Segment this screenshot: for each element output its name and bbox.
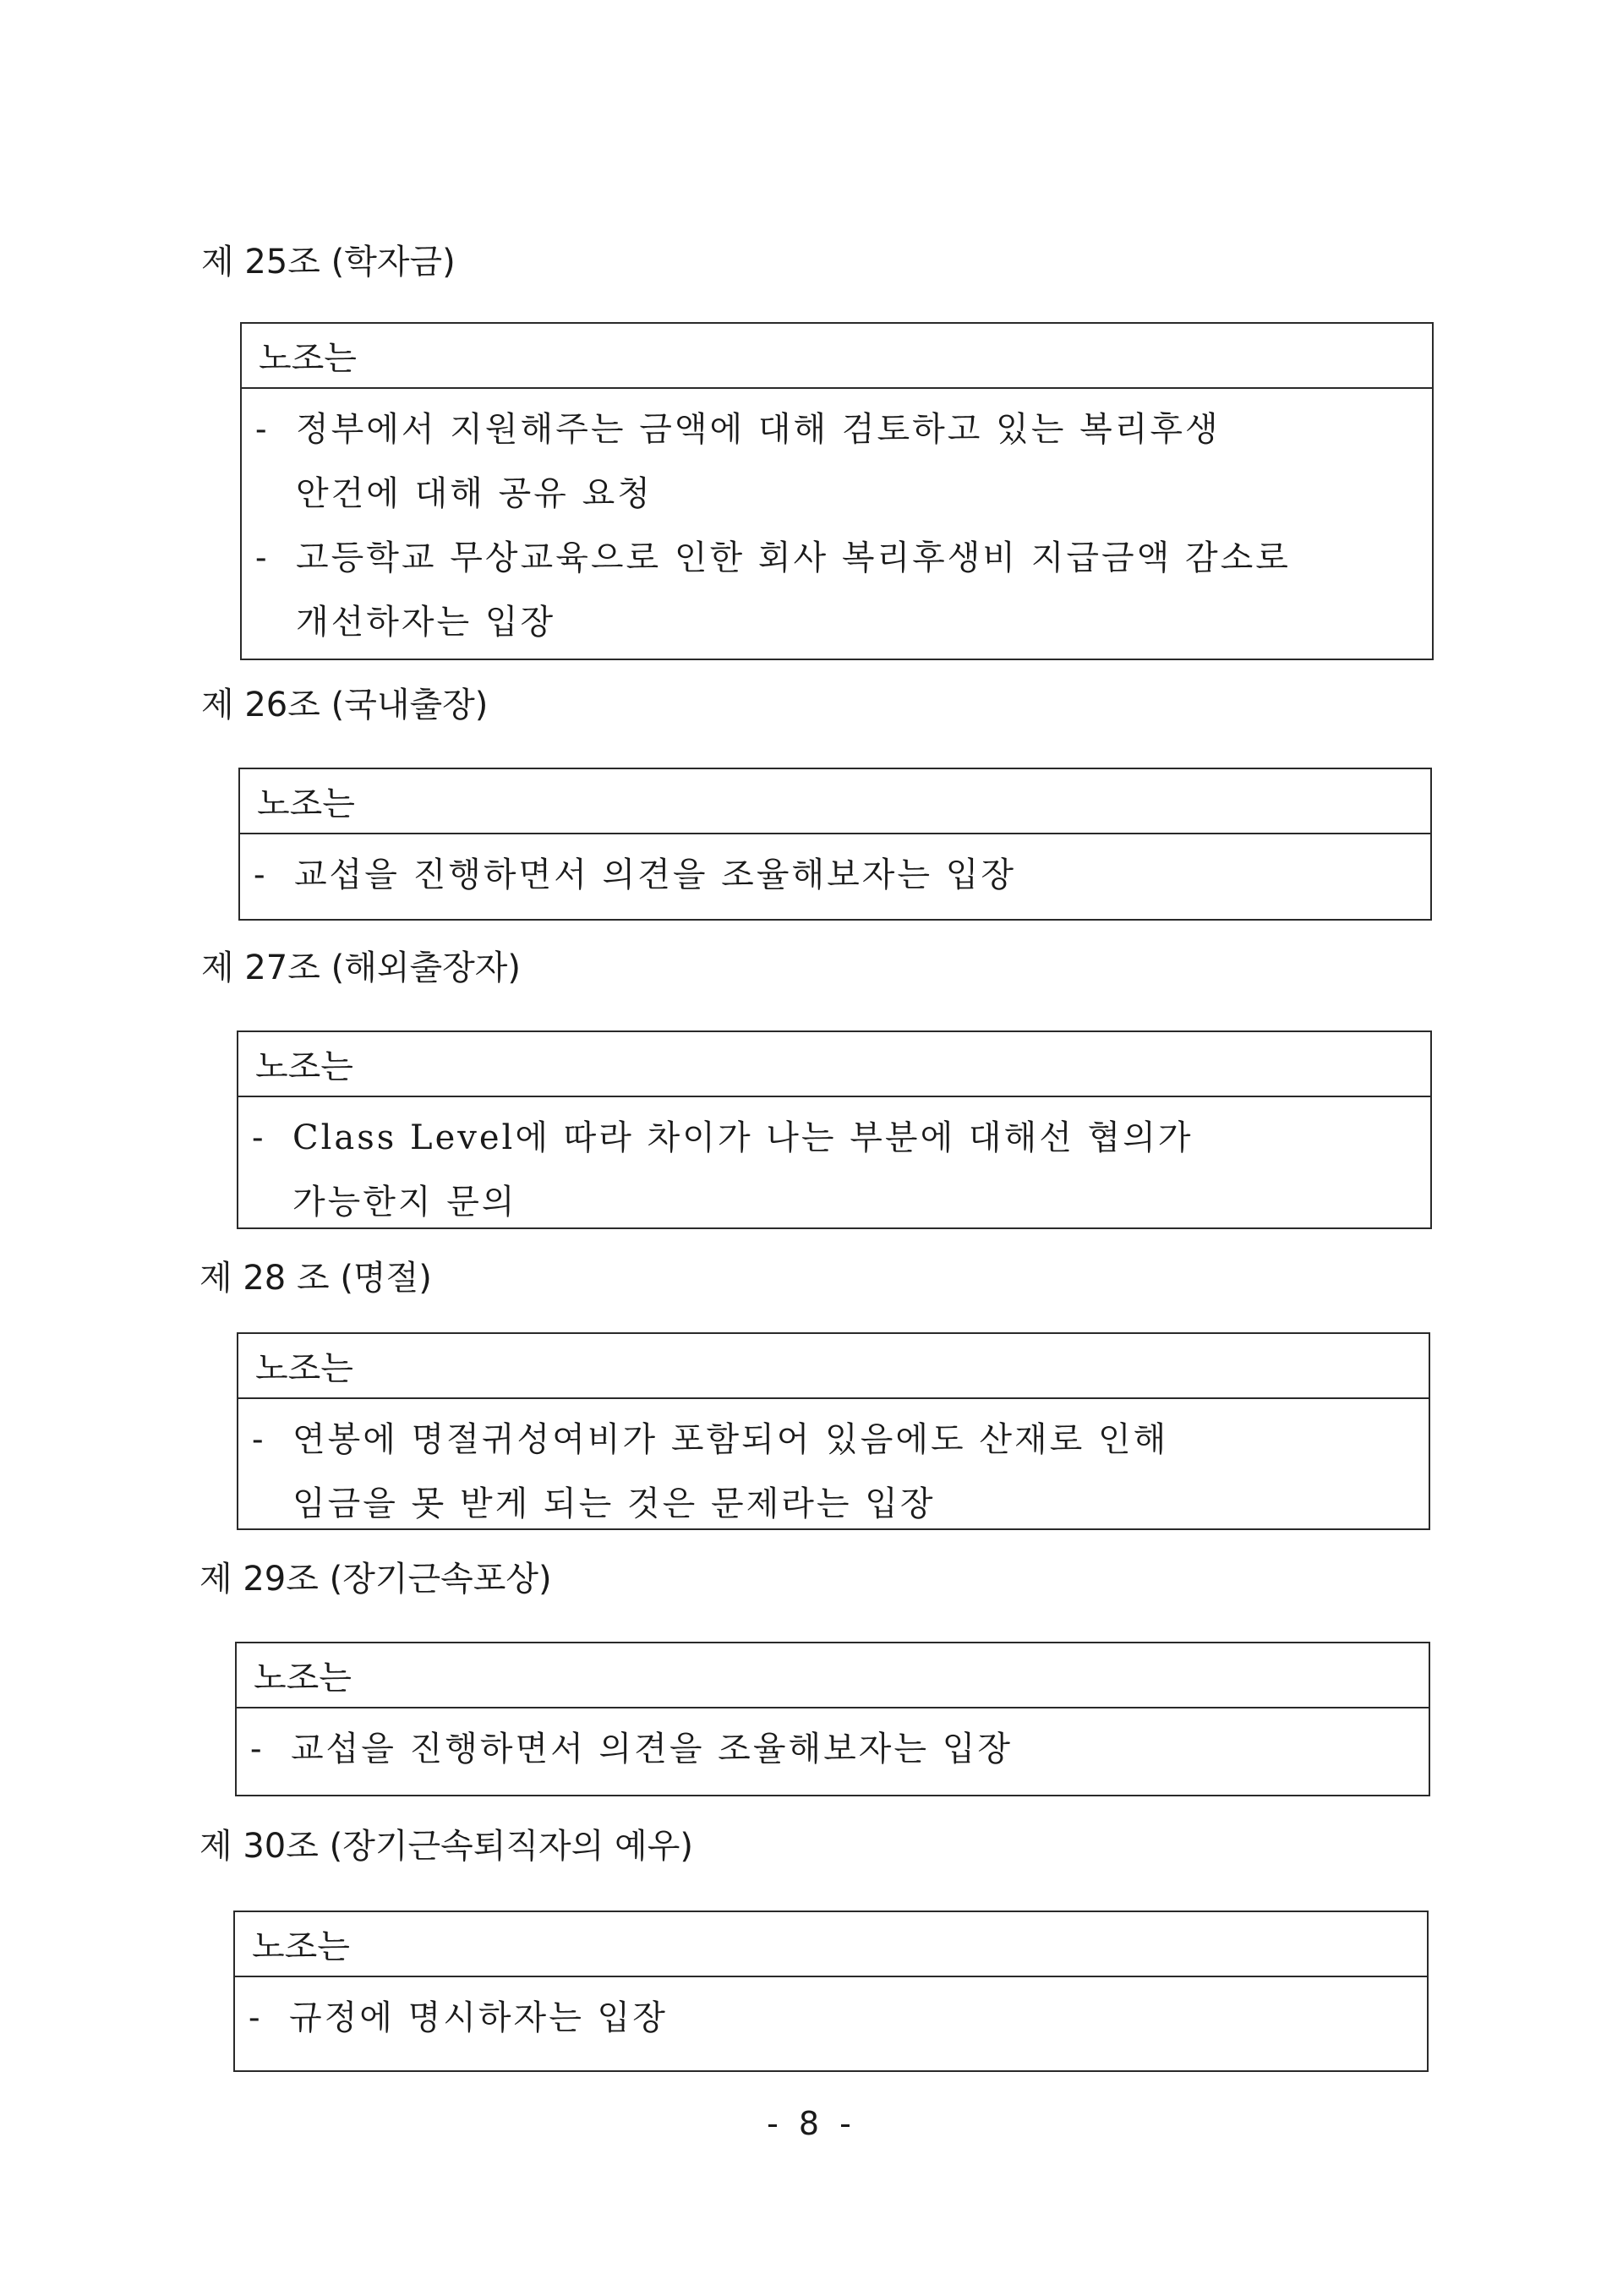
box-body: [240, 834, 1430, 907]
item-text: 교섭을 진행하면서 의견을 조율해보자는 입장: [291, 1730, 1014, 1768]
box-header: 노조는: [235, 1912, 1427, 1977]
item-text: 정부에서 지원해주는 금액에 대해 검토하고 있는 복리후생 안건에 대해 공유 요청: [296, 410, 1221, 513]
item-text: Class Level에 따라 차이가 나는 부분에 대해선 협의가 가능한지 문의: [292, 1118, 1194, 1222]
article-30-box: [233, 1911, 1429, 2072]
article-30-heading: 제 30조 (장기근속퇴직자의 예우): [199, 1827, 693, 1866]
list-item: [249, 1986, 1410, 2050]
box-body: [237, 1708, 1429, 1781]
item-text: 교섭을 진행하면서 의견을 조율해보자는 입장: [294, 856, 1017, 894]
article-27-heading: 제 27조 (해외출장자): [201, 948, 522, 987]
box-header: 노조는: [237, 1643, 1429, 1708]
list-item: [250, 1717, 1412, 1781]
item-dash: -: [255, 538, 270, 577]
item-text: 연봉에 명절귀성여비가 포함되어 있음에도 산재로 인해 임금을 못 받게 되는 것은 문제라는 입장: [292, 1420, 1169, 1523]
article-27-box: [237, 1030, 1432, 1229]
box-body: [235, 1977, 1427, 2050]
list-item: [252, 1408, 1412, 1536]
article-29-heading: 제 29조 (장기근속포상): [199, 1560, 552, 1599]
box-header: 노조는: [238, 1032, 1430, 1097]
article-28-heading: 제 28 조 (명절): [199, 1259, 432, 1298]
list-item: [255, 526, 1415, 654]
item-dash: -: [250, 1730, 265, 1768]
item-text: 고등학교 무상교육으로 인한 회사 복리후생비 지급금액 감소로 개선하자는 입장: [296, 538, 1291, 642]
article-26-heading: 제 26조 (국내출장): [201, 686, 489, 724]
article-29-box: [235, 1642, 1430, 1796]
box-header: 노조는: [238, 1334, 1429, 1399]
page-number: - 8 -: [767, 2105, 856, 2142]
box-body: [238, 1399, 1429, 1536]
article-26-box: [238, 768, 1432, 921]
list-item: [252, 1106, 1413, 1234]
box-header: 노조는: [240, 769, 1430, 834]
article-25-box: [240, 322, 1434, 660]
item-dash: -: [255, 410, 270, 449]
item-text: 규정에 명시하자는 입장: [289, 1998, 668, 2037]
item-dash: -: [252, 1118, 266, 1157]
list-item: [254, 843, 1413, 907]
article-25-heading: 제 25조 (학자금): [201, 243, 456, 282]
item-dash: -: [252, 1420, 266, 1459]
article-28-box: [237, 1332, 1430, 1530]
box-header: 노조는: [242, 324, 1432, 389]
list-item: [255, 397, 1415, 526]
item-dash: -: [249, 1998, 263, 2037]
box-body: [242, 389, 1432, 654]
box-body: [238, 1097, 1430, 1234]
item-dash: -: [254, 856, 268, 894]
